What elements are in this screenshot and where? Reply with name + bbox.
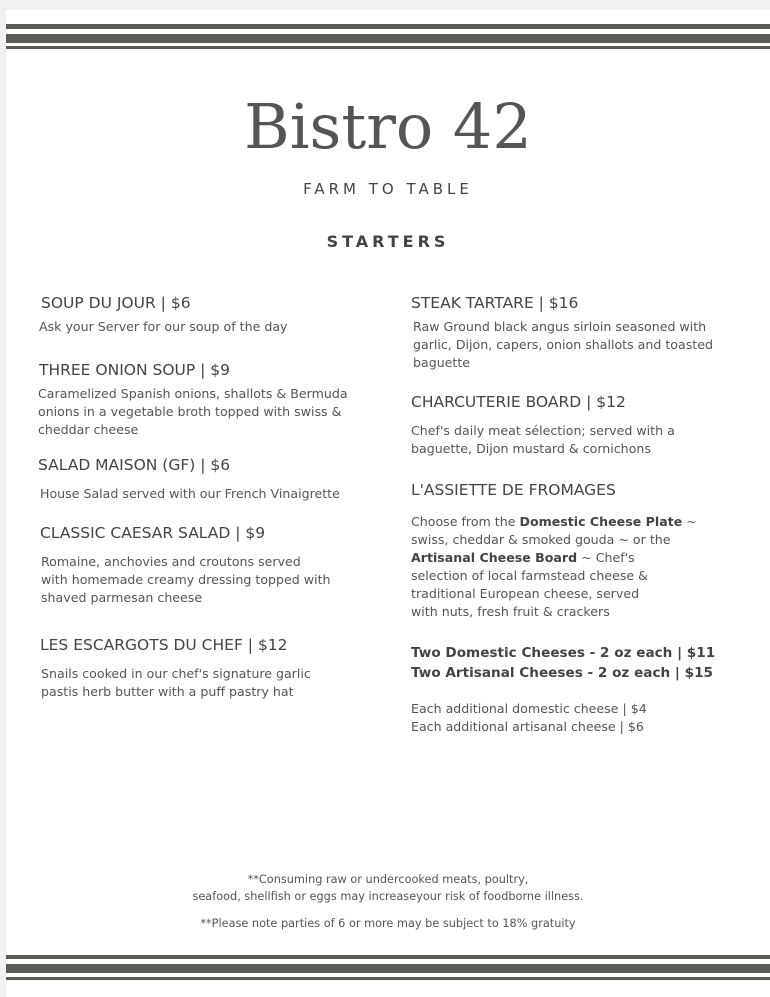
domestic-cheese-plate-label: Domestic Cheese Plate	[519, 514, 683, 529]
artisanal-cheese-board-label: Artisanal Cheese Board	[411, 550, 578, 565]
cheese-price-line: Two Artisanal Cheeses - 2 oz each | $15	[411, 665, 714, 681]
menu-item-heading: CLASSIC CAESAR SALAD | $9	[40, 524, 266, 542]
menu-item-description: baguette	[413, 355, 471, 370]
tagline: FARM TO TABLE	[303, 180, 473, 198]
menu-item-description: shaved parmesan cheese	[41, 590, 203, 605]
menu-item-description: selection of local farmstead cheese &	[411, 568, 648, 583]
menu-item-heading: STEAK TARTARE | $16	[411, 294, 579, 312]
bottom-stripe	[6, 977, 770, 980]
section-title: STARTERS	[326, 232, 450, 251]
menu-item-description: with nuts, fresh fruit & crackers	[411, 604, 610, 619]
menu-item-description: garlic, Dijon, capers, onion shallots and toasted	[413, 337, 713, 352]
menu-item-heading: SALAD MAISON (GF) | $6	[38, 456, 231, 474]
footer-note: seafood, shellfish or eggs may increaseyour risk of foodborne illness.	[192, 890, 584, 903]
menu-item-description: pastis herb butter with a puff pastry hat	[41, 684, 294, 699]
restaurant-name: Bistro 42	[244, 90, 532, 163]
top-stripe	[6, 46, 770, 49]
menu-item-description: Ask your Server for our soup of the day	[39, 319, 288, 334]
menu-item-description: baguette, Dijon mustard & cornichons	[411, 441, 651, 456]
menu-item-description: Artisanal Cheese Board ~ Chef's	[411, 550, 635, 565]
menu-item-heading: THREE ONION SOUP | $9	[39, 361, 231, 379]
footer-note: **Please note parties of 6 or more may be subject to 18% gratuity	[200, 917, 576, 930]
bottom-stripe	[6, 964, 770, 973]
menu-item-description: Raw Ground black angus sirloin seasoned with	[413, 319, 707, 334]
footer-note: **Consuming raw or undercooked meats, poultry,	[247, 873, 529, 886]
top-stripe	[6, 24, 770, 29]
menu-item-description: Choose from the Domestic Cheese Plate ~	[411, 514, 697, 529]
menu-item-heading: LES ESCARGOTS DU CHEF | $12	[40, 636, 288, 654]
menu-item-description: onions in a vegetable broth topped with swiss &	[38, 404, 342, 419]
bottom-stripe	[6, 955, 770, 959]
menu-item-heading: CHARCUTERIE BOARD | $12	[411, 393, 626, 411]
menu-item-heading: SOUP DU JOUR | $6	[41, 294, 191, 312]
menu-item-description: with homemade creamy dressing topped with	[41, 572, 331, 587]
top-stripe	[6, 34, 770, 43]
menu-page	[6, 10, 770, 997]
menu-item-description: swiss, cheddar & smoked gouda ~ or the	[411, 532, 671, 547]
cheese-price-line: Two Domestic Cheeses - 2 oz each | $11	[411, 645, 716, 661]
cheese-addon-line: Each additional domestic cheese | $4	[411, 701, 647, 716]
menu-item-description: Chef's daily meat sélection; served with a	[411, 423, 675, 438]
menu-item-heading: L'ASSIETTE DE FROMAGES	[411, 481, 616, 499]
menu-item-description: cheddar cheese	[38, 422, 139, 437]
menu-item-description: traditional European cheese, served	[411, 586, 640, 601]
menu-item-description: Caramelized Spanish onions, shallots & Bermuda	[38, 386, 348, 401]
menu-item-description: Romaine, anchovies and croutons served	[41, 554, 301, 569]
cheese-addon-line: Each additional artisanal cheese | $6	[411, 719, 644, 734]
menu-item-description: House Salad served with our French Vinaigrette	[40, 486, 340, 501]
menu-item-description: Snails cooked in our chef's signature garlic	[41, 666, 311, 681]
